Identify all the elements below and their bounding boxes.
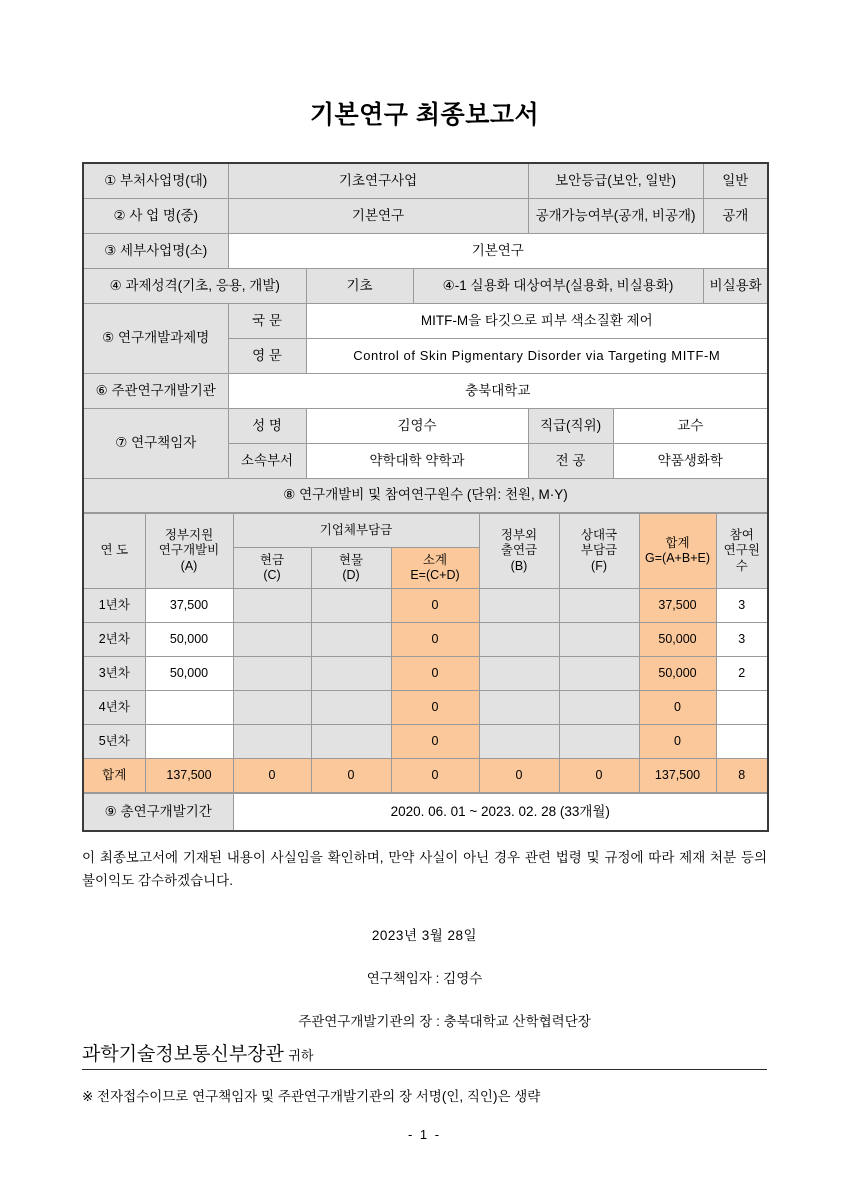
value-commercialization: 비실용화: [703, 269, 768, 304]
label-pi-major: 전 공: [528, 444, 613, 479]
header-cash-line1: 현금: [259, 552, 285, 567]
cell-researchers: 3: [716, 589, 768, 623]
header-inkind: [311, 548, 391, 589]
budget-section-header: ⑧ 연구개발비 및 참여연구원수 (단위: 천원, M·Y): [83, 479, 768, 513]
research-period-table: [82, 793, 769, 832]
header-partner-line3: (F): [591, 558, 607, 573]
cell-year: 1년차: [83, 589, 145, 623]
value-security-grade: 일반: [703, 163, 768, 199]
cell-total-partner: 0: [559, 759, 639, 793]
header-gov-support-line3: (A): [180, 558, 198, 573]
table-row-project-nature: [83, 269, 768, 304]
cell-total-grand: 137,500: [639, 759, 716, 793]
table-row-total: [83, 759, 768, 793]
budget-header-row-1: [83, 514, 768, 548]
cell-gov-external: [479, 623, 559, 657]
header-researchers-line2: 연구원수: [723, 543, 760, 573]
label-ministry-program: ① 부처사업명(대): [83, 163, 228, 199]
label-subprogram-name: ③ 세부사업명(소): [83, 234, 228, 269]
cell-partner: [559, 657, 639, 691]
label-english-title: 영 문: [228, 339, 306, 374]
table-row: [83, 725, 768, 759]
table-row: [83, 657, 768, 691]
cell-total: 0: [639, 691, 716, 725]
page-number: - 1 -: [407, 1127, 442, 1142]
cell-inkind: [311, 589, 391, 623]
cell-researchers: 3: [716, 623, 768, 657]
value-pi-department: 약학대학 약학과: [306, 444, 528, 479]
cell-partner: [559, 725, 639, 759]
cell-cash: [233, 623, 311, 657]
table-row-research-period: [83, 794, 768, 832]
header-gov-support: [145, 514, 233, 589]
value-disclosure: 공개: [703, 199, 768, 234]
page-title: 기본연구 최종보고서: [309, 101, 540, 129]
cell-total-researchers: 8: [716, 759, 768, 793]
cell-partner: [559, 691, 639, 725]
table-row-subprogram-name: [83, 234, 768, 269]
value-ministry-program: 기초연구사업: [228, 163, 528, 199]
header-grand-total: [639, 514, 716, 589]
value-english-title: Control of Skin Pigmentary Disorder via Targeting MITF-M: [306, 339, 768, 374]
cell-partner: [559, 623, 639, 657]
header-subtotal-line1: 소계: [422, 552, 448, 567]
cell-partner: [559, 589, 639, 623]
confirmation-statement: 이 최종보고서에 기재된 내용이 사실임을 확인하며, 만약 사실이 아닌 경우 관련 법령 및 규정에 따라 제재 처분 등의 불이익도 감수하겠습니다.: [82, 850, 767, 889]
table-row: [83, 623, 768, 657]
label-pi-position: 직급(직위): [528, 409, 613, 444]
minister-addressee-row: [82, 1039, 767, 1070]
cell-total-subtotal: 0: [391, 759, 479, 793]
cell-gov-support: 37,500: [145, 589, 233, 623]
label-disclosure: 공개가능여부(공개, 비공개): [528, 199, 703, 234]
signature-institution-head: 주관연구개발기관의 장 : 충북대학교 산학협력단장: [298, 1014, 591, 1030]
header-gov-support-line1: 정부지원: [164, 528, 214, 543]
cell-gov-external: [479, 657, 559, 691]
cell-researchers: [716, 725, 768, 759]
header-year: 연 도: [83, 514, 145, 589]
header-partner-country: [559, 514, 639, 589]
cell-gov-support: [145, 725, 233, 759]
value-pi-position: 교수: [613, 409, 768, 444]
value-host-institution: 충북대학교: [228, 374, 768, 409]
header-gov-external-line1: 정부외: [500, 528, 538, 543]
value-pi-major: 약품생화학: [613, 444, 768, 479]
cell-gov-support: 50,000: [145, 657, 233, 691]
cell-subtotal: 0: [391, 657, 479, 691]
table-row-program-name: [83, 199, 768, 234]
cell-total-gov-support: 137,500: [145, 759, 233, 793]
cell-gov-external: [479, 589, 559, 623]
table-row: [83, 691, 768, 725]
cell-gov-external: [479, 691, 559, 725]
label-principal-investigator: ⑦ 연구책임자: [83, 409, 228, 479]
cell-total-cash: 0: [233, 759, 311, 793]
cell-year: 3년차: [83, 657, 145, 691]
cell-gov-support: 50,000: [145, 623, 233, 657]
table-row: [83, 589, 768, 623]
header-researchers: [716, 514, 768, 589]
label-korean-title: 국 문: [228, 304, 306, 339]
label-commercialization: ④-1 실용화 대상여부(실용화, 비실용화): [413, 269, 703, 304]
value-project-nature: 기초: [306, 269, 413, 304]
label-pi-name: 성 명: [228, 409, 306, 444]
electronic-submission-note: ※ 전자접수이므로 연구책임자 및 주관연구개발기관의 장 서명(인, 직인)은 생략: [82, 1089, 541, 1105]
cell-total-inkind: 0: [311, 759, 391, 793]
cell-year: 2년차: [83, 623, 145, 657]
budget-table: [82, 513, 769, 793]
cell-inkind: [311, 725, 391, 759]
cell-total-gov-external: 0: [479, 759, 559, 793]
value-program-name: 기본연구: [228, 199, 528, 234]
header-gov-external-line3: (B): [510, 558, 528, 573]
label-pi-department: 소속부서: [228, 444, 306, 479]
signature-principal-investigator: 연구책임자 : 김영수: [366, 971, 483, 987]
label-program-name: ② 사 업 명(중): [83, 199, 228, 234]
minister-title: 과학기술정보통신부장관: [82, 1044, 284, 1066]
header-inkind-line1: 현물: [338, 552, 364, 567]
label-research-period: ⑨ 총연구개발기간: [83, 794, 233, 832]
cell-total: 37,500: [639, 589, 716, 623]
cell-total: 50,000: [639, 623, 716, 657]
cell-subtotal: 0: [391, 725, 479, 759]
header-inkind-line2: (D): [342, 568, 360, 582]
table-row-pi-name: [83, 409, 768, 444]
header-researchers-line1: 참여: [729, 528, 754, 543]
header-total-line2: G=(A+B+E): [645, 551, 710, 565]
header-partner-line1: 상대국: [580, 528, 618, 543]
header-company-contribution-group: 기업체부담금: [233, 514, 479, 548]
signature-date: 2023년 3월 28일: [371, 928, 478, 944]
cell-cash: [233, 657, 311, 691]
header-subtotal-line2: E=(C+D): [410, 568, 460, 582]
cell-subtotal: 0: [391, 589, 479, 623]
cell-inkind: [311, 657, 391, 691]
cell-inkind: [311, 623, 391, 657]
cell-inkind: [311, 691, 391, 725]
header-total-line1: 합계: [665, 535, 690, 550]
value-korean-title: MITF-M을 타깃으로 피부 색소질환 제어: [306, 304, 768, 339]
cell-cash: [233, 725, 311, 759]
cell-subtotal: 0: [391, 691, 479, 725]
cell-year: 4년차: [83, 691, 145, 725]
project-info-table: [82, 162, 769, 513]
table-row-host-institution: [83, 374, 768, 409]
cell-researchers: 2: [716, 657, 768, 691]
minister-honorific: 귀하: [288, 1048, 314, 1064]
label-host-institution: ⑥ 주관연구개발기관: [83, 374, 228, 409]
cell-gov-support: [145, 691, 233, 725]
cell-total: 0: [639, 725, 716, 759]
cell-subtotal: 0: [391, 623, 479, 657]
cell-gov-external: [479, 725, 559, 759]
header-gov-external: [479, 514, 559, 589]
header-cash-line2: (C): [263, 568, 281, 582]
cell-year: 5년차: [83, 725, 145, 759]
header-subtotal: [391, 548, 479, 589]
cell-researchers: [716, 691, 768, 725]
header-gov-support-line2: 연구개발비: [158, 543, 220, 558]
label-security-grade: 보안등급(보안, 일반): [528, 163, 703, 199]
cell-total-label: 합계: [83, 759, 145, 793]
table-row-ministry-program: [83, 163, 768, 199]
value-pi-name: 김영수: [306, 409, 528, 444]
value-research-period: 2020. 06. 01 ~ 2023. 02. 28 (33개월): [233, 794, 768, 832]
header-cash: [233, 548, 311, 589]
table-row-project-title-korean: [83, 304, 768, 339]
label-project-title: ⑤ 연구개발과제명: [83, 304, 228, 374]
table-row-budget-banner: [83, 479, 768, 513]
cell-cash: [233, 691, 311, 725]
value-subprogram-name: 기본연구: [228, 234, 768, 269]
label-project-nature: ④ 과제성격(기초, 응용, 개발): [83, 269, 306, 304]
header-partner-line2: 부담금: [580, 543, 618, 558]
cell-cash: [233, 589, 311, 623]
header-gov-external-line2: 출연금: [500, 543, 538, 558]
cell-total: 50,000: [639, 657, 716, 691]
